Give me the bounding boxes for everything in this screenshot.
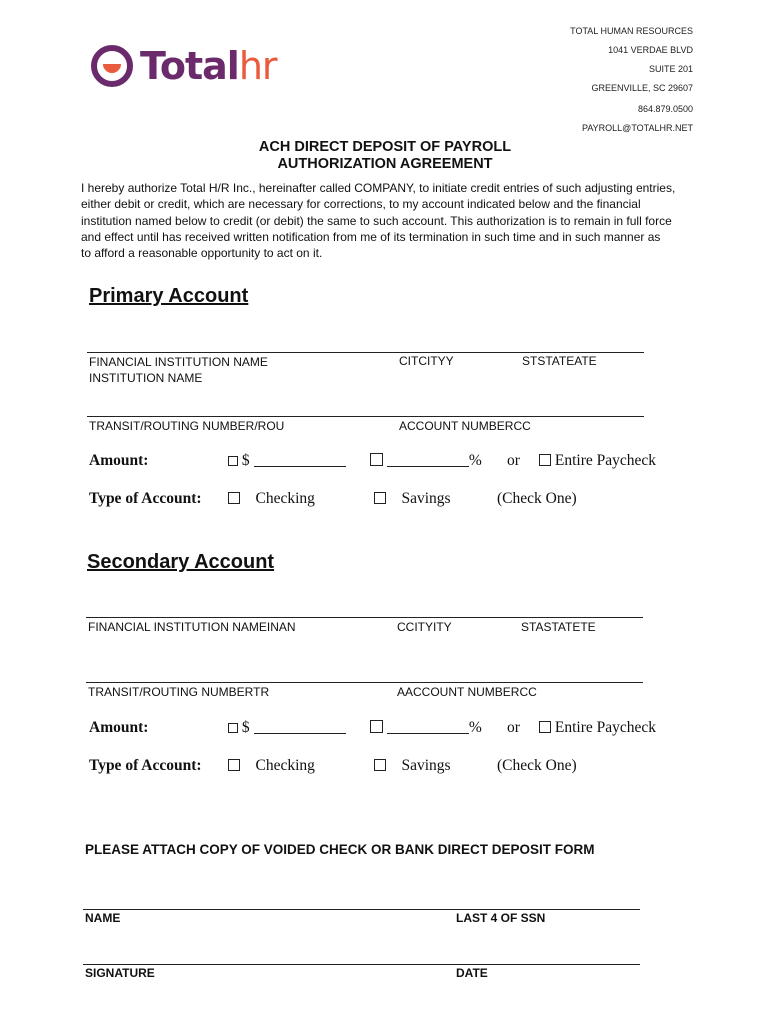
percent-amount-field[interactable] [387,721,469,734]
primary-account-heading: Primary Account [89,285,249,307]
title-line-2: AUTHORIZATION AGREEMENT [277,156,493,172]
title-line-1: ACH DIRECT DEPOSIT OF PAYROLL [258,139,512,155]
primary-entire-paycheck-option[interactable] [539,452,656,470]
entire-paycheck-label: Entire Paycheck [554,452,657,469]
paragraph-line: either debit or credit, which are necessary for corrections, to my account indicated below and the financial [81,197,641,212]
checkbox-entire-paycheck[interactable] [539,454,551,466]
dollar-sign: $ [241,719,250,736]
fi-name-label-2: INSTITUTION NAME [89,371,203,385]
primary-city-label: CITCITYY [399,354,454,368]
primary-amount-label: Amount: [89,452,149,469]
primary-account-label: ACCOUNT NUMBERCC [399,419,531,433]
checkbox-dollar[interactable] [228,456,238,466]
address-email[interactable]: PAYROLL@TOTALHR.NET [582,123,693,133]
dollar-amount-field[interactable] [254,454,346,467]
dollar-amount-field[interactable] [254,721,346,734]
checkbox-checking[interactable] [228,492,240,504]
secondary-fi-name-label: FINANCIAL INSTITUTION NAMEINAN [88,620,296,634]
secondary-entire-paycheck-option[interactable] [539,719,656,737]
percent-amount-field[interactable] [387,454,469,467]
address-city: GREENVILLE, SC 29607 [591,83,693,93]
address-street: 1041 VERDAE BLVD [608,45,693,55]
checkbox-entire-paycheck[interactable] [539,721,551,733]
secondary-account-label: AACCOUNT NUMBERCC [397,685,537,699]
attach-check-note: PLEASE ATTACH COPY OF VOIDED CHECK OR BANK DIRECT DEPOSIT FORM [85,842,595,857]
secondary-check-one: (Check One) [497,757,577,774]
primary-routing-label: TRANSIT/ROUTING NUMBER/ROU [89,419,285,433]
secondary-city-label: CCITYITY [397,620,452,634]
secondary-checking-option[interactable] [228,757,315,775]
secondary-percent-option[interactable] [370,719,482,737]
ssn-label: LAST 4 OF SSN [456,911,546,925]
secondary-dollar-option[interactable] [228,719,346,737]
secondary-routing-label: TRANSIT/ROUTING NUMBERTR [88,685,270,699]
secondary-type-label: Type of Account: [89,757,202,774]
secondary-savings-option[interactable] [374,757,451,775]
secondary-institution-line[interactable] [86,617,643,618]
primary-type-label: Type of Account: [89,490,202,507]
primary-check-one: (Check One) [497,490,577,507]
paragraph-line: and effect until has received written notification from me of its termination in such time and in such manner as [81,229,661,244]
paragraph-line: I hereby authorize Total H/R Inc., hereinafter called COMPANY, to initiate credit entries of such adjusting entries, [81,181,676,195]
paragraph-line: to afford a reasonable opportunity to act on it. [81,246,323,261]
address-phone: 864.879.0500 [637,104,693,114]
fi-name-label: FINANCIAL INSTITUTION NAME [89,355,268,369]
primary-institution-line[interactable] [87,352,644,353]
primary-state-label: STSTATEATE [522,354,597,368]
logo-wordmark: Totalhr [140,44,277,88]
dollar-sign: $ [241,452,250,469]
percent-sign: % [468,452,482,469]
primary-fi-name-label [89,354,268,386]
signature-label: SIGNATURE [85,966,155,980]
primary-checking-option[interactable] [228,490,315,508]
primary-or-text: or [507,452,520,469]
secondary-routing-line[interactable] [86,682,643,683]
primary-dollar-option[interactable] [228,452,346,470]
savings-label: Savings [401,757,451,774]
secondary-state-label: STASTATETE [521,620,596,634]
secondary-account-heading: Secondary Account [87,551,275,573]
checkbox-savings[interactable] [374,492,386,504]
name-label: NAME [85,911,121,925]
primary-savings-option[interactable] [374,490,451,508]
signature-line[interactable] [83,964,640,965]
checking-label: Checking [255,490,315,507]
page-title [0,139,770,173]
authorization-paragraph [81,180,693,261]
percent-sign: % [468,719,482,736]
checking-label: Checking [255,757,315,774]
checkbox-dollar[interactable] [228,723,238,733]
logo-mark-icon [90,40,136,92]
savings-label: Savings [401,490,451,507]
date-label: DATE [456,966,488,980]
primary-routing-line[interactable] [87,416,644,417]
primary-percent-option[interactable] [370,452,482,470]
entire-paycheck-label: Entire Paycheck [554,719,657,736]
checkbox-percent[interactable] [370,453,383,466]
name-line[interactable] [83,909,640,910]
checkbox-savings[interactable] [374,759,386,771]
paragraph-line: institution named below to credit (or debit) the same to such account. This authorization is to remain in full force [81,213,672,228]
checkbox-percent[interactable] [370,720,383,733]
secondary-or-text: or [507,719,520,736]
checkbox-checking[interactable] [228,759,240,771]
company-name: TOTAL HUMAN RESOURCES [570,26,693,36]
total-hr-logo [90,40,277,92]
address-suite: SUITE 201 [648,64,693,74]
secondary-amount-label: Amount: [89,719,149,736]
